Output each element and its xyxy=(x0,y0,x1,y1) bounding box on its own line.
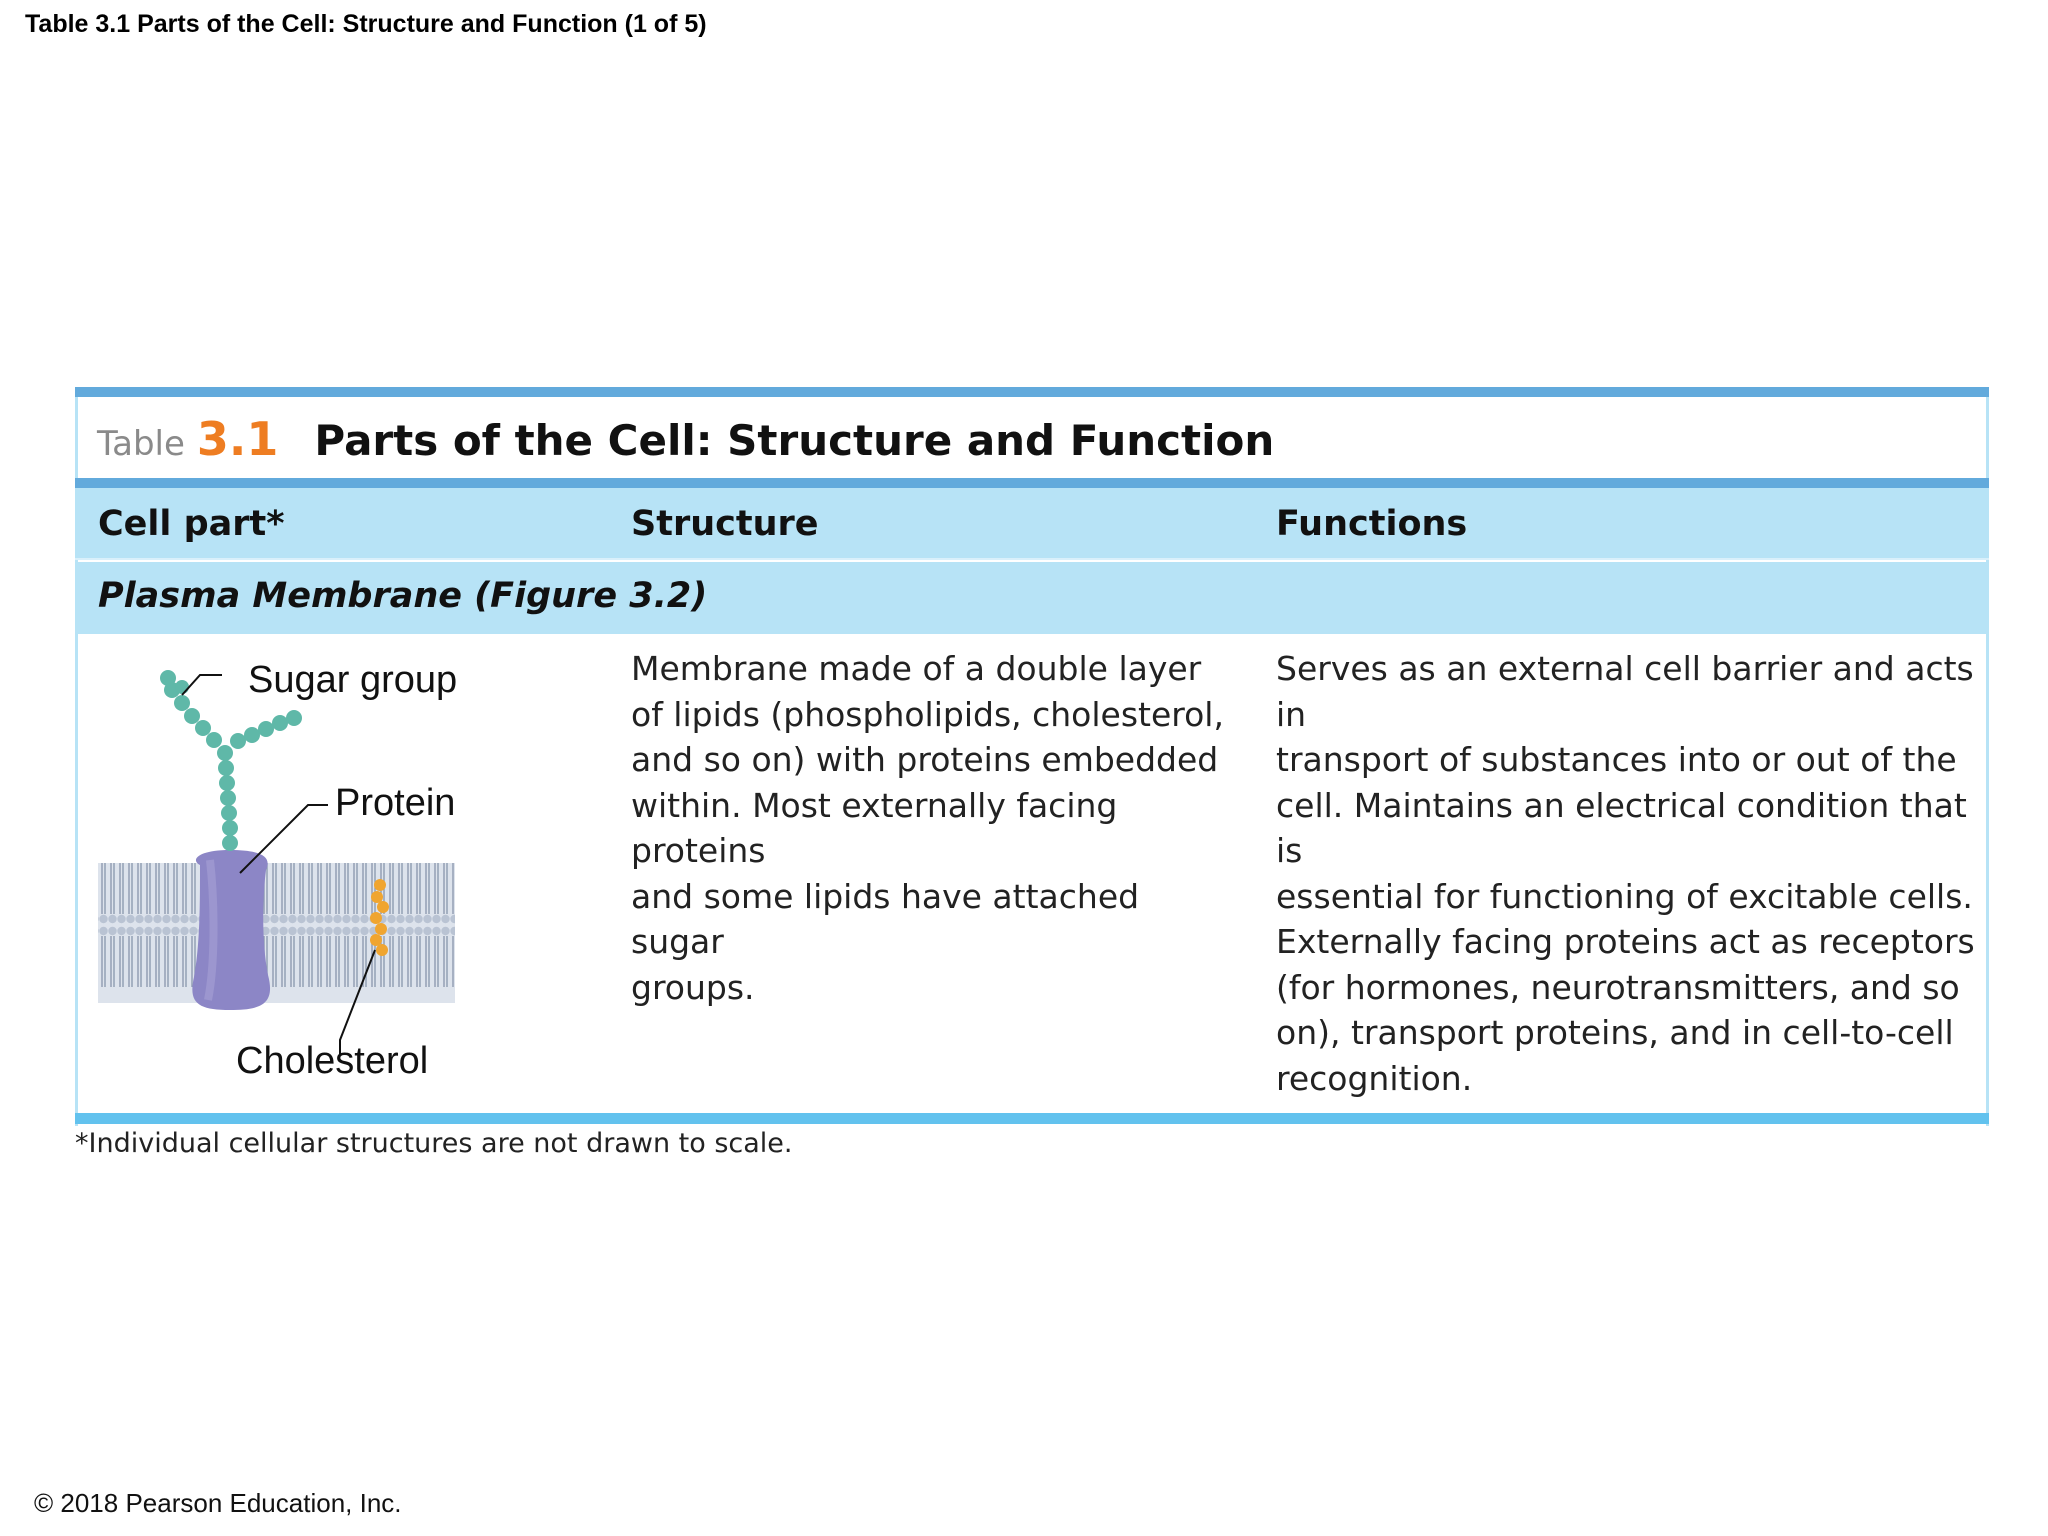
table-title-row xyxy=(97,412,1274,472)
table-top-rule xyxy=(75,387,1989,397)
slide-title: Table 3.1 Parts of the Cell: Structure and Function (1 of 5) xyxy=(25,10,707,38)
functions-text: Serves as an external cell barrier and acts in transport of substances into or out of the cell. Maintains an electrical condition that is essential for functioning of excitable cells. Externally facing proteins act as receptors (for hormones, neurotransmitters, and so on), transport proteins, and in cell-to-cell recognition. xyxy=(1276,649,1975,1098)
section-label: Plasma Membrane (Figure 3.2) xyxy=(98,576,708,616)
table-title: Parts of the Cell: Structure and Function xyxy=(314,416,1275,465)
table-bottom-rule xyxy=(75,1113,1989,1124)
footnote: *Individual cellular structures are not drawn to scale. xyxy=(75,1128,793,1159)
plasma-membrane-figure xyxy=(90,645,490,1095)
table-label-number: 3.1 xyxy=(196,412,279,466)
header-structure: Structure xyxy=(631,504,819,544)
column-header-row xyxy=(75,488,1989,560)
phospholipid-bilayer xyxy=(98,863,455,1003)
label-cholesterol: Cholesterol xyxy=(236,1040,429,1082)
label-protein: Protein xyxy=(335,782,456,824)
label-sugar-group: Sugar group xyxy=(248,659,458,701)
membrane-diagram-icon xyxy=(90,645,490,1095)
copyright: © 2018 Pearson Education, Inc. xyxy=(34,1488,402,1518)
protein-shape xyxy=(192,850,270,1010)
structure-text: Membrane made of a double layer of lipids (phospholipids, cholesterol, and so on) with proteins embedded within. Most externally facing proteins and some lipids have attached sugar groups. xyxy=(631,649,1224,1007)
header-functions: Functions xyxy=(1276,504,1468,544)
header-rule xyxy=(75,478,1989,488)
table-label-word: Table xyxy=(97,424,185,464)
section-row xyxy=(75,562,1989,634)
header-cell-part: Cell part* xyxy=(98,504,285,544)
